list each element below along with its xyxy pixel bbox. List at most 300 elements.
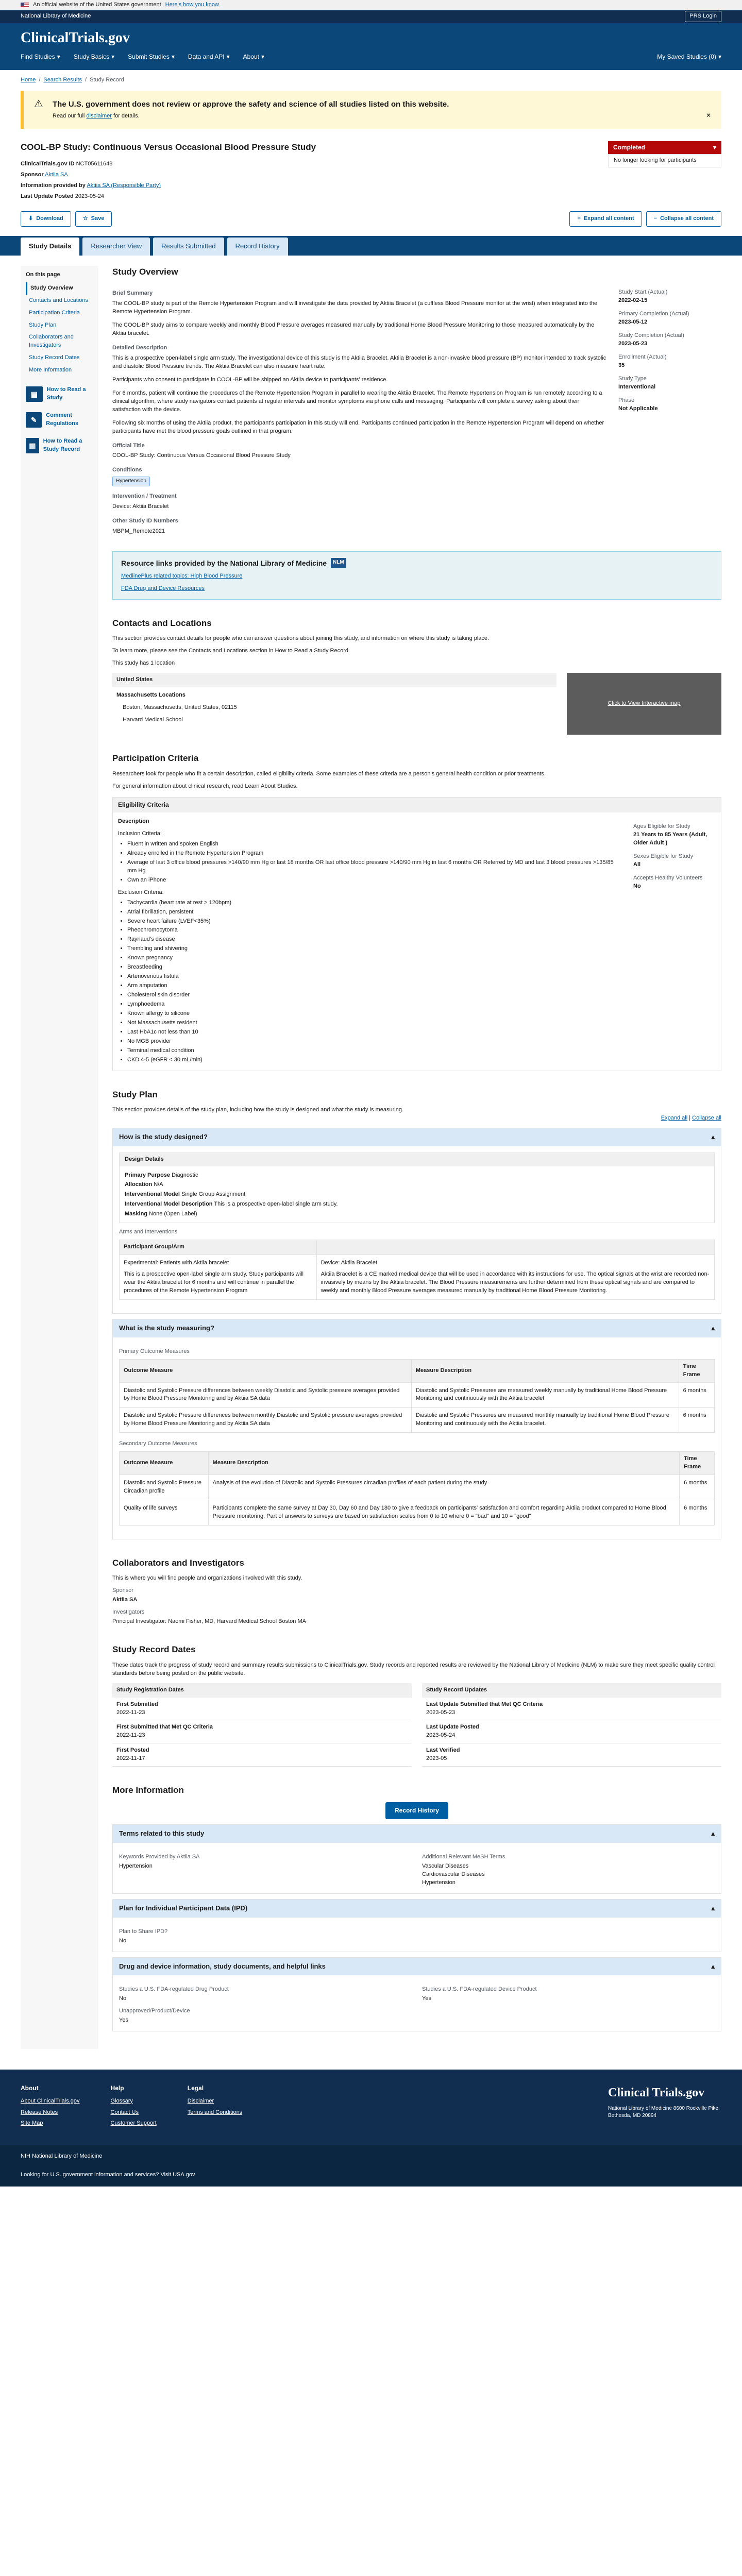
help-card[interactable] bbox=[26, 437, 93, 454]
date-label: Last Update Submitted that Met QC Criteria bbox=[426, 1701, 543, 1707]
date-label: Last Update Posted bbox=[426, 1724, 479, 1731]
exclusion-item: • Breastfeeding bbox=[127, 963, 623, 972]
sponsor-link[interactable]: Aktiia SA bbox=[45, 172, 68, 178]
intervention-heading: Intervention / Treatment bbox=[112, 493, 177, 499]
help-card[interactable] bbox=[26, 412, 93, 428]
exclusion-item: • Known allergy to silicone bbox=[127, 1010, 623, 1018]
ipd-accordion-header[interactable] bbox=[113, 1900, 721, 1918]
date-value: 2023-05 bbox=[426, 1755, 447, 1762]
accordion-title: How is the study designed? bbox=[119, 1133, 208, 1141]
alert-body-text: Read our full bbox=[53, 112, 85, 119]
fact-value: 2023-05-12 bbox=[618, 319, 648, 326]
nav-about[interactable] bbox=[243, 53, 264, 61]
record-tabs bbox=[0, 236, 742, 256]
section-heading: Participation Criteria bbox=[112, 753, 199, 764]
study-id: NCT05611648 bbox=[76, 161, 113, 167]
terms-accordion bbox=[112, 1824, 721, 1894]
toc-item[interactable]: Study Overview bbox=[26, 282, 93, 295]
date-value: 2022-11-23 bbox=[116, 1732, 145, 1739]
section-heading: More Information bbox=[112, 1785, 184, 1795]
table-row bbox=[120, 1475, 715, 1500]
fact-label: Study Completion (Actual) bbox=[618, 332, 684, 339]
conditions-heading: Conditions bbox=[112, 467, 142, 473]
site-footer bbox=[0, 2070, 742, 2145]
condition-tag[interactable]: Hypertension bbox=[112, 477, 150, 486]
site-logo[interactable]: ClinicalTrials.gov bbox=[21, 30, 130, 46]
chevron-down-icon: ▾ bbox=[226, 53, 230, 61]
study-overview-section bbox=[112, 266, 721, 600]
toc-item[interactable]: Contacts and Locations bbox=[29, 297, 88, 303]
updated-date: 2023-05-24 bbox=[75, 193, 105, 199]
detailed-p1: This is a prospective open-label single arm study. The investigational device of this study is the Aktiia Bracelet. Aktiia Bracelet is a non-invasive blood pressure (BP) monitor intended to track systolic and diastolic Blood Pressure trends. The Aktiia Bracelet can also measure heart rate. bbox=[112, 355, 606, 369]
design-value: Single Group Assignment bbox=[181, 1191, 246, 1198]
secondary-outcomes-table bbox=[119, 1451, 715, 1526]
nav-label: Data and API bbox=[188, 53, 225, 61]
investigator-item: Principal Investigator: Naomi Fisher, MD, Harvard Medical School Boston MA bbox=[112, 1618, 306, 1625]
investigators-label: Investigators bbox=[112, 1609, 145, 1616]
main-content bbox=[112, 266, 721, 2049]
fact-label: Primary Completion (Actual) bbox=[618, 311, 689, 317]
exclusion-item: • Tachycardia (heart rate at rest > 120bpm) bbox=[127, 899, 623, 907]
chevron-up-icon: ▴ bbox=[711, 1324, 715, 1332]
outcome-description: Diastolic and Systolic Pressures are measured weekly manually by traditional Home Blood Pressure Monitoring and continuously with the Aktiia bracelet bbox=[411, 1382, 679, 1408]
design-label: Interventional Model bbox=[125, 1191, 180, 1198]
outcome-timeframe: 6 months bbox=[680, 1500, 715, 1525]
location-list bbox=[112, 673, 556, 735]
mesh-term: Hypertension bbox=[422, 1879, 456, 1886]
breadcrumb bbox=[0, 70, 742, 91]
close-icon[interactable]: ✕ bbox=[705, 111, 711, 119]
arms-heading: Arms and Interventions bbox=[119, 1229, 178, 1235]
fact-label: Study Start (Actual) bbox=[618, 289, 668, 296]
toc-item[interactable]: Study Plan bbox=[29, 321, 57, 328]
exclusion-item: • Arteriovenous fistula bbox=[127, 973, 623, 981]
other-ids-heading: Other Study ID Numbers bbox=[112, 517, 178, 524]
alert-title: The U.S. government does not review or approve the safety and science of all studies listed on this website. bbox=[53, 99, 449, 109]
toc-item[interactable]: Participation Criteria bbox=[29, 309, 80, 316]
terms-accordion-header[interactable] bbox=[113, 1825, 721, 1843]
ages-value: 21 Years to 85 Years (Adult, Older Adult ) bbox=[633, 832, 707, 846]
sexes-label: Sexes Eligible for Study bbox=[633, 853, 694, 859]
outcome-measure: Quality of life surveys bbox=[120, 1500, 209, 1525]
help-card-label: How to Read a Study Record bbox=[43, 437, 82, 452]
main-nav bbox=[21, 53, 721, 61]
nav-data-api[interactable] bbox=[188, 53, 230, 61]
interactive-map[interactable]: Click to View Interactive map bbox=[567, 673, 721, 735]
fact-value: 2022-02-15 bbox=[618, 297, 648, 304]
collaborators-section bbox=[112, 1557, 721, 1626]
footer-link[interactable]: About ClinicalTrials.gov bbox=[21, 2097, 80, 2104]
design-details bbox=[119, 1153, 715, 1223]
exclusion-item: • CKD 4-5 (eGFR < 30 mL/min) bbox=[127, 1056, 623, 1064]
participation-learn: For general information about clinical research, read Learn About Studies. bbox=[112, 783, 298, 789]
updates-heading: Study Record Updates bbox=[422, 1683, 721, 1698]
ipd-answer: No bbox=[119, 1937, 127, 1944]
footer-link[interactable]: Disclaimer bbox=[187, 2097, 214, 2104]
eligibility-heading: Eligibility Criteria bbox=[113, 798, 721, 812]
section-heading: Contacts and Locations bbox=[112, 618, 212, 628]
design-value: None (Open Label) bbox=[149, 1210, 197, 1217]
detailed-description-heading: Detailed Description bbox=[112, 345, 167, 351]
official-title: COOL-BP Study: Continuous Versus Occasional Blood Pressure Study bbox=[112, 452, 291, 459]
table-header bbox=[316, 1240, 714, 1255]
measure-accordion-header[interactable] bbox=[113, 1319, 721, 1337]
chevron-down-icon: ▾ bbox=[111, 53, 115, 61]
table-header: Measure Description bbox=[411, 1359, 679, 1382]
alert-body-tail: for details. bbox=[113, 112, 140, 119]
registration-heading: Study Registration Dates bbox=[112, 1683, 412, 1698]
sub-footer bbox=[0, 2145, 742, 2168]
healthy-value: No bbox=[633, 883, 641, 889]
registration-dates bbox=[112, 1683, 412, 1767]
inclusion-item: • Own an iPhone bbox=[127, 876, 623, 885]
location-facility: Harvard Medical School bbox=[123, 717, 183, 723]
primary-outcomes-table bbox=[119, 1359, 715, 1433]
action-bar bbox=[0, 202, 742, 227]
section-heading: Collaborators and Investigators bbox=[112, 1557, 244, 1568]
site-header bbox=[0, 23, 742, 70]
accordion-title: Terms related to this study bbox=[119, 1829, 205, 1838]
participation-section bbox=[112, 752, 721, 1071]
footer-link[interactable]: Customer Support bbox=[110, 2120, 157, 2127]
drug-label: Studies a U.S. FDA-regulated Drug Product bbox=[119, 1986, 229, 1993]
footer-link[interactable]: Contact Us bbox=[110, 2109, 139, 2115]
plan-collapse-all[interactable]: Collapse all bbox=[692, 1115, 721, 1122]
exclusion-item: • Terminal medical condition bbox=[127, 1047, 623, 1055]
arms-table bbox=[119, 1240, 715, 1300]
unapproved-label: Unapproved/Product/Device bbox=[119, 2008, 190, 2014]
table-header: Participant Group/Arm bbox=[120, 1240, 317, 1255]
date-label: First Submitted bbox=[116, 1701, 158, 1707]
nav-label: Study Basics bbox=[73, 53, 110, 61]
save-label: Save bbox=[91, 215, 105, 222]
outcome-timeframe: 6 months bbox=[679, 1382, 714, 1408]
country-heading: United States bbox=[112, 673, 556, 687]
expand-label: Expand all content bbox=[583, 215, 634, 222]
outcome-measure: Diastolic and Systolic Pressure differences between monthly Diastolic and Systolic pressure averages provided by Home Blood Pressure Monitoring and by Aktiia SA data bbox=[120, 1408, 412, 1433]
exclusion-item: • Pheochromocytoma bbox=[127, 926, 623, 935]
arm-description: This is a prospective open-label single arm study. Study participants will wear the Aktiia bracelet for 6 months and will continue in parallel the procedures of the Remote Hypertension Program bbox=[124, 1271, 303, 1294]
nav-label: Find Studies bbox=[21, 53, 55, 61]
usagov-line: Looking for U.S. government information and services? Visit USA.gov bbox=[0, 2168, 742, 2187]
date-value: 2023-05-24 bbox=[426, 1732, 456, 1739]
chevron-down-icon: ▾ bbox=[171, 53, 175, 61]
device-value: Yes bbox=[422, 1995, 431, 2002]
breadcrumb-home[interactable]: Home bbox=[21, 77, 36, 83]
breadcrumb-current: Study Record bbox=[90, 77, 124, 83]
design-value: This is a prospective open-label single arm study. bbox=[214, 1200, 338, 1207]
secondary-outcomes-heading: Secondary Outcome Measures bbox=[119, 1440, 197, 1447]
table-row bbox=[120, 1408, 715, 1433]
study-plan-section: Study Plan This section provides details of the study plan, including how the study is designed and what the study is measuring. Expand all | Collapse all How is the study designed? ▴ Design Details Primary Purpose Diagnostic Allocation N/A Interventional Model Single Group Assignment Interventional Model Description This is a prospective open-label single arm study. Masking None (Open Label) Arms and Interventions Participant Group/Arm Experimental: Patients with Aktiia bracelet This is a prospective open-label single arm study. Study participants will wear the Aktiia bracelet for 6 months and will continue in parallel the procedures of the Remote Hypertension Program Device: Aktiia Bracelet Aktiia Bracelet is a CE marked medical device that will be used in accordance with its instructions for use. The optical signals at the wrist are recorded non-invasively by means by the Aktiia bracelet. The Blood Pressure measurements are further determined from these optical signals and are compared to weekly and monthly Blood Pressure averages measured manually by traditional Home Blood Pressure Monitoring. What is the study measuring? ▴ Primary Outcome Measures Outcome Measure Measure Description Time Frame Diastolic and Systolic Pressure differences between weekly Diastolic and Systolic pressure averages provided by Home Blood Pressure Monitoring and by Aktiia SA data Diastolic and Systolic Pressures are measured weekly manually by traditional Home Blood Pressure Monitoring and continuously with the Aktiia bracelet 6 months Diastolic and Systolic Pressure differences between monthly Diastolic and Systolic pressure averages provided by Home Blood Pressure Monitoring and by Aktiia SA data Diastolic and Systolic Pressures are measured monthly manually by traditional Home Blood Pressure Monitoring and continuously with the Aktiia bracelet. 6 months Secondary Outcome Measures Outcome Measure Measure Description Time Frame Diastolic and Systolic Pressure Circadian profile Analysis of the evolution of Diastolic and Systolic Pressures circadian profiles of each patient during the study 6 months Quality of life surveys Participants complete the same survey at Day 30, Day 60 and Day 180 to give a feedback on participants' satisfaction and comfort regarding Aktiia product compared to Home Blood Pressure monitoring. Part of answers to surveys are based on satisfaction scales from 0 to 10 where 0 = "bad" and 10 = "good" 6 months bbox=[112, 1089, 721, 1539]
official-title-heading: Official Title bbox=[112, 442, 145, 449]
arm-name: Experimental: Patients with Aktiia bracelet bbox=[124, 1260, 229, 1266]
healthy-label: Accepts Healthy Volunteers bbox=[633, 874, 703, 881]
inclusion-item: • Already enrolled in the Remote Hypertension Program bbox=[127, 850, 623, 858]
saved-studies-link[interactable] bbox=[657, 53, 721, 61]
accordion-title: Drug and device information, study documents, and helpful links bbox=[119, 1962, 326, 1970]
date-value: 2022-11-17 bbox=[116, 1755, 145, 1762]
date-label: First Posted bbox=[116, 1747, 149, 1754]
description-label: Description bbox=[118, 818, 149, 825]
measure-accordion bbox=[112, 1319, 721, 1539]
unapproved-value: Yes bbox=[119, 2017, 128, 2024]
overview-facts bbox=[618, 283, 721, 540]
outcome-timeframe: 6 months bbox=[679, 1408, 714, 1433]
exclusion-item: • Not Massachusetts resident bbox=[127, 1019, 623, 1027]
collapse-label: Collapse all content bbox=[660, 215, 714, 222]
book-icon: ▤ bbox=[26, 386, 43, 402]
info-label: Information provided by bbox=[21, 182, 86, 189]
download-button[interactable] bbox=[21, 211, 71, 227]
eligibility-box bbox=[112, 797, 721, 1071]
intervention-description: Aktiia Bracelet is a CE marked medical device that will be used in accordance with its instructions for use. The optical signals at the wrist are recorded non-invasively by means by the Aktiia bracelet. The Blood Pressure measurements are further determined from these optical signals and are compared to weekly and monthly Blood Pressure averages measured manually by traditional Home Blood Pressure Monitoring. bbox=[321, 1271, 710, 1294]
section-heading: Study Plan bbox=[112, 1089, 158, 1099]
status-badge[interactable] bbox=[608, 141, 721, 154]
save-button[interactable] bbox=[75, 211, 112, 227]
location-site: Boston, Massachusetts, United States, 02115 bbox=[123, 704, 237, 711]
ages-label: Ages Eligible for Study bbox=[633, 823, 690, 830]
section-heading: Study Record Dates bbox=[112, 1645, 196, 1655]
footer-heading: Legal bbox=[187, 2084, 204, 2092]
exclusion-item: • No MGB provider bbox=[127, 1038, 623, 1046]
design-label: Allocation bbox=[125, 1181, 153, 1188]
toc-item[interactable]: More Information bbox=[29, 367, 72, 374]
footer-link[interactable]: Glossary bbox=[110, 2097, 133, 2104]
accordion-title: Plan for Individual Participant Data (IPD) bbox=[119, 1904, 248, 1912]
inclusion-item: • Fluent in written and spoken English bbox=[127, 840, 623, 849]
location-count: This study has 1 location bbox=[112, 660, 175, 667]
outcome-measure: Diastolic and Systolic Pressure differences between weekly Diastolic and Systolic pressure averages provided by Home Blood Pressure Monitoring and by Aktiia SA data bbox=[120, 1382, 412, 1408]
document-icon: ▦ bbox=[26, 438, 39, 453]
participation-intro: Researchers look for people who fit a certain description, called eligibility criteria. Some examples of these criteria are a person's general health condition or prior treatments. bbox=[112, 770, 546, 777]
nav-label: My Saved Studies (0) bbox=[657, 53, 716, 61]
record-history-button[interactable]: Record History bbox=[385, 1802, 448, 1819]
footer-link[interactable]: Terms and Conditions bbox=[187, 2109, 243, 2115]
exclusion-heading: Exclusion Criteria: bbox=[118, 889, 164, 895]
sexes-value: All bbox=[633, 861, 641, 868]
table-header: Measure Description bbox=[208, 1452, 679, 1475]
inclusion-item: • Average of last 3 office blood pressures >140/90 mm Hg or last 18 months OR last office blood pressure >140/90 mm Hg in last 6 months OR Referred by MD and last 3 blood pressures >135/85 mm Hg bbox=[127, 859, 623, 875]
mesh-term: Vascular Diseases bbox=[422, 1863, 469, 1870]
detailed-p3: For 6 months, patient will continue the procedures of the Remote Hypertension Program in parallel to wearing the Aktiia Bracelet. The Remote Hypertension Program is run remotely according to a clinical algorithm, where study navigators contact patients at regular intervals and monitor symptoms via phone calls and messaging. Participants will complete a survey asking about their satisfaction with the device. bbox=[112, 389, 602, 413]
gov-banner bbox=[0, 0, 742, 10]
collapse-all-button[interactable] bbox=[646, 211, 721, 227]
plus-icon: + bbox=[577, 215, 581, 222]
nav-label: About bbox=[243, 53, 259, 61]
chevron-down-icon: ▾ bbox=[718, 53, 721, 61]
status-text: Completed bbox=[613, 143, 646, 151]
footer-logo[interactable]: Clinical Trials.gov bbox=[608, 2086, 705, 2100]
intervention-item: Device: Aktiia Bracelet bbox=[112, 503, 169, 510]
device-label: Studies a U.S. FDA-regulated Device Product bbox=[422, 1986, 537, 1993]
exclusion-item: • Lymphoedema bbox=[127, 1001, 623, 1009]
drug-value: No bbox=[119, 1995, 127, 2002]
study-meta bbox=[21, 159, 316, 202]
topbar bbox=[0, 10, 742, 23]
info-provider-link[interactable]: Aktiia SA (Responsible Party) bbox=[87, 182, 161, 189]
accordion-title: What is the study measuring? bbox=[119, 1324, 214, 1332]
chevron-up-icon: ▴ bbox=[711, 1133, 715, 1141]
collab-intro: This is where you will find people and organizations involved with this study. bbox=[112, 1575, 302, 1582]
footer-link[interactable]: Release Notes bbox=[21, 2109, 58, 2115]
chevron-up-icon: ▴ bbox=[711, 1829, 715, 1838]
breadcrumb-search-results[interactable]: Search Results bbox=[43, 77, 82, 83]
download-label: Download bbox=[36, 215, 63, 222]
nav-find-studies[interactable] bbox=[21, 53, 60, 61]
chevron-up-icon: ▴ bbox=[711, 1904, 715, 1912]
state-heading: Massachusetts Locations bbox=[116, 692, 185, 699]
exclusion-item: • Trembling and shivering bbox=[127, 945, 623, 953]
design-accordion bbox=[112, 1128, 721, 1314]
help-card-label: How to Read a Study bbox=[46, 386, 86, 401]
sponsor-label: Sponsor bbox=[21, 172, 44, 178]
table-row bbox=[120, 1255, 715, 1300]
outcome-measure: Diastolic and Systolic Pressure Circadian profile bbox=[120, 1475, 209, 1500]
detailed-p4: Following six months of using the Aktiia product, the participant's participation in this study will end. Participants continued participation in the Remote Hypertension Program will depend on whether participants have met the blood pressure goals outlined in that program. bbox=[112, 419, 604, 434]
outcome-description: Participants complete the same survey at Day 30, Day 60 and Day 180 to give a feedback on participants' satisfaction and comfort regarding Aktiia product compared to Home Blood Pressure monitoring. Part of answers to surveys are based on satisfaction scales from 0 to 10 where 0 = "bad" and 10 = "good" bbox=[208, 1500, 679, 1525]
toc-item[interactable]: Study Record Dates bbox=[29, 354, 80, 361]
date-label: Last Verified bbox=[426, 1747, 460, 1754]
nih-logo[interactable]: NIH National Library of Medicine bbox=[21, 2153, 103, 2160]
inclusion-heading: Inclusion Criteria: bbox=[118, 831, 162, 837]
chevron-down-icon: ▾ bbox=[713, 143, 716, 151]
nav-label: Submit Studies bbox=[128, 53, 170, 61]
date-label: First Submitted that Met QC Criteria bbox=[116, 1724, 213, 1731]
nlm-link[interactable]: National Library of Medicine bbox=[21, 13, 91, 20]
detailed-p2: Participants who consent to participate in COOL-BP will be shipped an Aktiia device to participants' residence. bbox=[112, 376, 388, 383]
drug-device-accordion bbox=[112, 1957, 721, 2032]
fact-value: Interventional bbox=[618, 383, 656, 390]
dates-intro: These dates track the progress of study record and summary results submissions to ClinicalTrials.gov. Study records and reported results are reviewed by the National Library of Medicine (NLM) to make sure they meet specific quality control standards before being posted on the public website. bbox=[112, 1662, 715, 1676]
help-card[interactable] bbox=[26, 386, 93, 402]
primary-outcomes-heading: Primary Outcome Measures bbox=[119, 1348, 190, 1354]
keyword: Hypertension bbox=[119, 1863, 153, 1870]
study-header bbox=[0, 129, 742, 202]
outcome-description: Diastolic and Systolic Pressures are measured monthly manually by traditional Home Blood Pressure Monitoring and continuously with the Aktiia bracelet. bbox=[411, 1408, 679, 1433]
chevron-down-icon: ▾ bbox=[57, 53, 60, 61]
brief-summary-heading: Brief Summary bbox=[112, 290, 153, 297]
outcome-timeframe: 6 months bbox=[680, 1475, 715, 1500]
footer-link[interactable]: Site Map bbox=[21, 2120, 43, 2127]
fact-value: 35 bbox=[618, 362, 625, 368]
study-title: COOL-BP Study: Continuous Versus Occasional Blood Pressure Study bbox=[21, 142, 316, 152]
plan-intro: This section provides details of the study plan, including how the study is designed and what the study is measuring. bbox=[112, 1107, 403, 1113]
exclusion-item: • Atrial fibrillation, persistent bbox=[127, 908, 623, 917]
intervention-name: Device: Aktiia Bracelet bbox=[321, 1260, 378, 1266]
table-header: Time Frame bbox=[679, 1359, 714, 1382]
exclusion-item: • Last HbA1c not less than 10 bbox=[127, 1028, 623, 1037]
sidebar bbox=[21, 266, 98, 2049]
brief-summary-p2: The COOL-BP study aims to compare weekly and monthly Blood Pressure averages measured manually by traditional Home Blood Pressure Monitoring to those measured automatically by the Aktiia bracelet. bbox=[112, 322, 595, 337]
brief-summary-p1: The COOL-BP study is part of the Remote Hypertension Program and will investigate the data provided by Aktiia Bracelet (a cuffless Blood Pressure monitor at the wrist) when integrated into the Remote Hypertension Program. bbox=[112, 300, 598, 315]
breadcrumb-separator: / bbox=[39, 77, 41, 83]
minus-icon: − bbox=[653, 215, 657, 222]
exclusion-item: • Cholesterol skin disorder bbox=[127, 991, 623, 999]
medlineplus-link[interactable]: MedlinePlus related topics: High Blood Pressure bbox=[121, 572, 243, 579]
exclusion-item: • Raynaud's disease bbox=[127, 936, 623, 944]
footer-heading: Help bbox=[110, 2084, 124, 2092]
tab-researcher-view[interactable]: Researcher View bbox=[82, 238, 150, 256]
contacts-learn: To learn more, please see the Contacts and Locations section in How to Read a Study Record. bbox=[112, 648, 350, 654]
us-flag-icon bbox=[21, 3, 29, 8]
table-header: Outcome Measure bbox=[120, 1359, 412, 1382]
ipd-question: Plan to Share IPD? bbox=[119, 1928, 168, 1935]
ipd-accordion bbox=[112, 1899, 721, 1952]
tab-record-history[interactable]: Record History bbox=[227, 238, 288, 256]
table-header: Time Frame bbox=[680, 1452, 715, 1475]
nav-submit-studies[interactable] bbox=[128, 53, 175, 61]
fact-label: Phase bbox=[618, 397, 635, 403]
outcome-description: Analysis of the evolution of Diastolic and Systolic Pressures circadian profiles of each patient during the study bbox=[208, 1475, 679, 1500]
nav-study-basics[interactable] bbox=[74, 53, 114, 61]
alert-body bbox=[53, 112, 449, 121]
resource-title: Resource links provided by the National Library of Medicine bbox=[121, 558, 327, 567]
prs-login-button[interactable]: PRS Login bbox=[685, 11, 721, 22]
status-subtext: No longer looking for participants bbox=[608, 154, 721, 167]
disclaimer-link[interactable]: disclaimer bbox=[86, 112, 112, 119]
table-header: Outcome Measure bbox=[120, 1452, 209, 1475]
update-dates bbox=[422, 1683, 721, 1767]
keywords-label: Keywords Provided by Aktiia SA bbox=[119, 1854, 200, 1860]
record-dates-section bbox=[112, 1643, 721, 1767]
toc-heading: On this page bbox=[26, 271, 60, 278]
contacts-section bbox=[112, 617, 721, 735]
chevron-down-icon: ▾ bbox=[261, 53, 265, 61]
drug-device-accordion-header[interactable] bbox=[113, 1958, 721, 1976]
table-row bbox=[120, 1382, 715, 1408]
gov-banner-text: An official website of the United States government bbox=[33, 2, 161, 8]
tab-study-details[interactable]: Study Details bbox=[21, 238, 79, 256]
nlm-resource-box bbox=[112, 551, 721, 600]
plan-expand-all[interactable]: Expand all bbox=[661, 1115, 688, 1122]
chevron-up-icon: ▴ bbox=[711, 1962, 715, 1970]
expand-all-button[interactable] bbox=[569, 211, 642, 227]
design-label: Primary Purpose bbox=[125, 1172, 171, 1178]
design-label: Masking bbox=[125, 1210, 148, 1217]
exclusion-item: • Known pregnancy bbox=[127, 954, 623, 962]
nlm-logo: NLM bbox=[331, 558, 346, 568]
fact-label: Study Type bbox=[618, 375, 647, 382]
date-value: 2022-11-23 bbox=[116, 1709, 145, 1716]
save-icon: ☆ bbox=[82, 215, 88, 222]
fact-value: Not Applicable bbox=[618, 405, 658, 412]
toc-list bbox=[26, 282, 93, 377]
footer-address: National Library of Medicine 8600 Rockville Pike, Bethesda, MD 20894 bbox=[608, 2105, 720, 2119]
collab-sponsor: Aktiia SA bbox=[112, 1597, 138, 1603]
help-card-label: Comment Regulations bbox=[46, 412, 79, 427]
gov-banner-link[interactable]: Here's how you know bbox=[165, 2, 219, 8]
mesh-term: Cardiovascular Diseases bbox=[422, 1871, 485, 1877]
table-row bbox=[120, 1500, 715, 1525]
toc-item[interactable]: Collaborators and Investigators bbox=[29, 334, 74, 349]
download-icon: ⬇ bbox=[28, 215, 33, 222]
exclusion-item: • Severe heart failure (LVEF<35%) bbox=[127, 918, 623, 926]
tab-results-submitted[interactable]: Results Submitted bbox=[153, 238, 224, 256]
design-details-heading: Design Details bbox=[120, 1153, 714, 1166]
updated-label: Last Update Posted bbox=[21, 193, 74, 199]
other-id: MBPM_Remote2021 bbox=[112, 528, 165, 534]
collab-sponsor-label: Sponsor bbox=[112, 1587, 133, 1594]
fda-resources-link[interactable]: FDA Drug and Device Resources bbox=[121, 585, 205, 591]
design-accordion-header[interactable] bbox=[113, 1128, 721, 1146]
contacts-intro: This section provides contact details for people who can answer questions about joining this study, and information on where this study is taking place. bbox=[112, 635, 490, 642]
exclusion-item: • Arm amputation bbox=[127, 982, 623, 990]
design-value: N/A bbox=[154, 1181, 163, 1188]
mesh-label: Additional Relevant MeSH Terms bbox=[422, 1854, 505, 1860]
comment-icon: ✎ bbox=[26, 412, 42, 428]
fact-label: Enrollment (Actual) bbox=[618, 354, 667, 361]
